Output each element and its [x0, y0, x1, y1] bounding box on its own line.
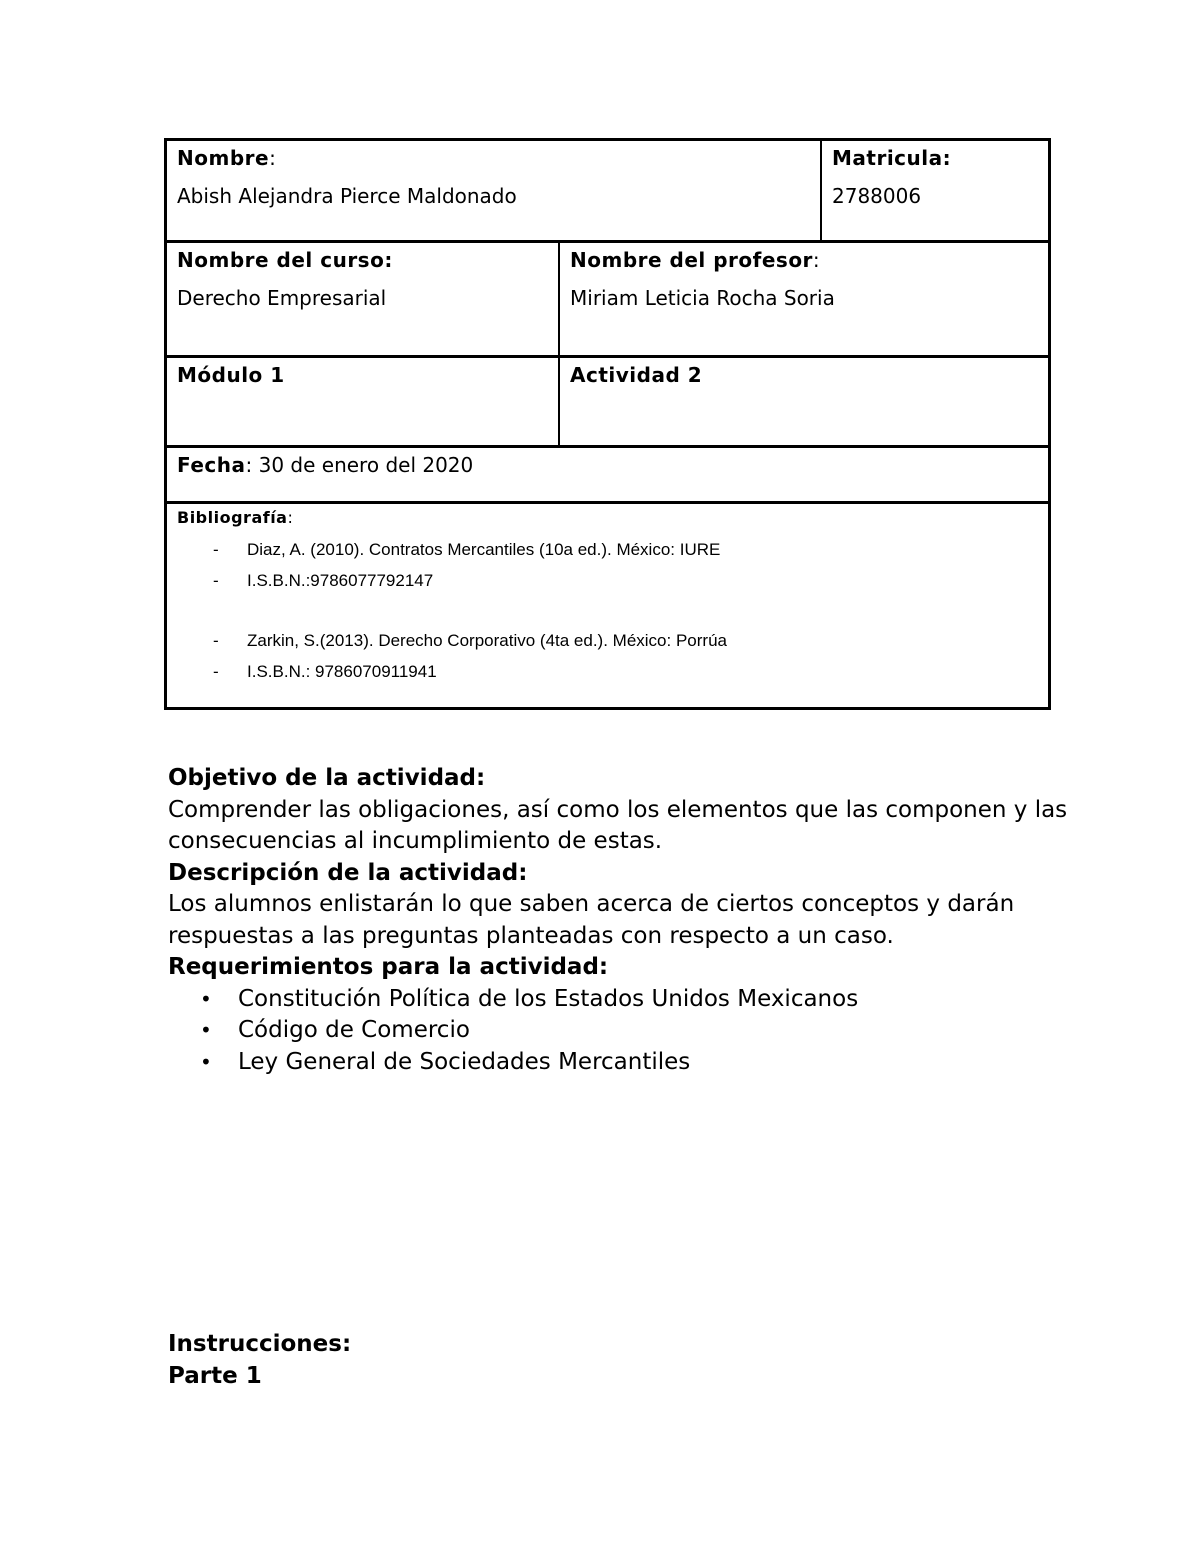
bibliografia-entry: Diaz, A. (2010). Contratos Mercantiles (10a ed.). México: IURE [247, 540, 721, 560]
bibliografia-isbn: I.S.B.N.: 9786070911941 [247, 662, 437, 682]
nombre-label: Nombre [177, 146, 270, 170]
descripcion-heading: Descripción de la actividad: [168, 859, 528, 886]
profesor-label: Nombre del profesor [570, 248, 813, 272]
bibliografia-entry: Zarkin, S.(2013). Derecho Corporativo (4ta ed.). México: Porrúa [247, 631, 727, 651]
requerimientos-heading: Requerimientos para la actividad: [168, 954, 609, 980]
cell-nombre [167, 141, 822, 240]
list-item [168, 1015, 1068, 1047]
dash-marker: - [213, 571, 219, 591]
list-item [168, 984, 1068, 1016]
activity-description [168, 763, 1068, 1078]
list-item [177, 656, 1038, 687]
cell-curso [167, 243, 560, 355]
list-item [168, 1047, 1068, 1079]
bullet-icon: • [200, 1018, 212, 1042]
nombre-value: Abish Alejandra Pierce Maldonado [177, 184, 517, 208]
objetivo-heading: Objetivo de la actividad: [168, 765, 486, 791]
list-item [177, 625, 1038, 656]
instrucciones-section [168, 1329, 351, 1392]
profesor-value: Miriam Leticia Rocha Soria [570, 286, 835, 310]
cell-bibliografia [167, 504, 1048, 707]
curso-value: Derecho Empresarial [177, 286, 387, 310]
matricula-label: Matricula: [832, 146, 952, 170]
instrucciones-heading: Instrucciones: [168, 1331, 352, 1357]
descripcion-text: Los alumnos enlistarán lo que saben acerca de ciertos conceptos y darán respuestas a las preguntas planteadas con respecto a un caso. [168, 891, 1015, 949]
bullet-icon: • [200, 986, 212, 1011]
info-table [164, 138, 1051, 710]
actividad-label: Actividad 2 [570, 363, 703, 387]
curso-label: Nombre del curso: [177, 248, 393, 272]
cell-matricula [822, 141, 1048, 240]
bullet-icon: • [200, 1049, 212, 1074]
list-item [177, 565, 1038, 596]
profesor-colon: : [812, 248, 820, 272]
cell-modulo [167, 358, 560, 445]
parte-heading: Parte 1 [168, 1362, 262, 1389]
list-item [177, 534, 1038, 565]
bibliografia-title [177, 508, 1038, 527]
bibliografia-colon: : [287, 508, 293, 527]
table-row-curso [167, 243, 1048, 358]
table-row-nombre [167, 141, 1048, 243]
objetivo-text: Comprender las obligaciones, así como los elementos que las componen y las consecuencias al incumplimiento de estas. [168, 796, 1068, 854]
nombre-colon: : [269, 146, 276, 170]
requerimiento-text: Constitución Política de los Estados Unidos Mexicanos [238, 985, 859, 1012]
dash-marker: - [213, 631, 219, 651]
matricula-value: 2788006 [832, 184, 922, 208]
table-row-fecha [167, 448, 1048, 504]
fecha-value: : 30 de enero del 2020 [245, 453, 474, 477]
bibliografia-isbn: I.S.B.N.:9786077792147 [247, 571, 434, 591]
cell-fecha [167, 448, 1048, 501]
modulo-label: Módulo 1 [177, 363, 285, 387]
cell-actividad [560, 358, 1048, 445]
dash-marker: - [213, 662, 219, 682]
requerimientos-list [168, 984, 1068, 1079]
bibliografia-label: Bibliografía [177, 508, 288, 527]
requerimiento-text: Ley General de Sociedades Mercantiles [238, 1048, 691, 1075]
dash-marker: - [213, 540, 219, 560]
requerimiento-text: Código de Comercio [238, 1017, 470, 1043]
table-row-modulo [167, 358, 1048, 448]
cell-profesor [560, 243, 1048, 355]
table-row-bibliografia [167, 504, 1048, 707]
fecha-label: Fecha [177, 453, 246, 477]
bibliografia-list [177, 534, 1038, 687]
